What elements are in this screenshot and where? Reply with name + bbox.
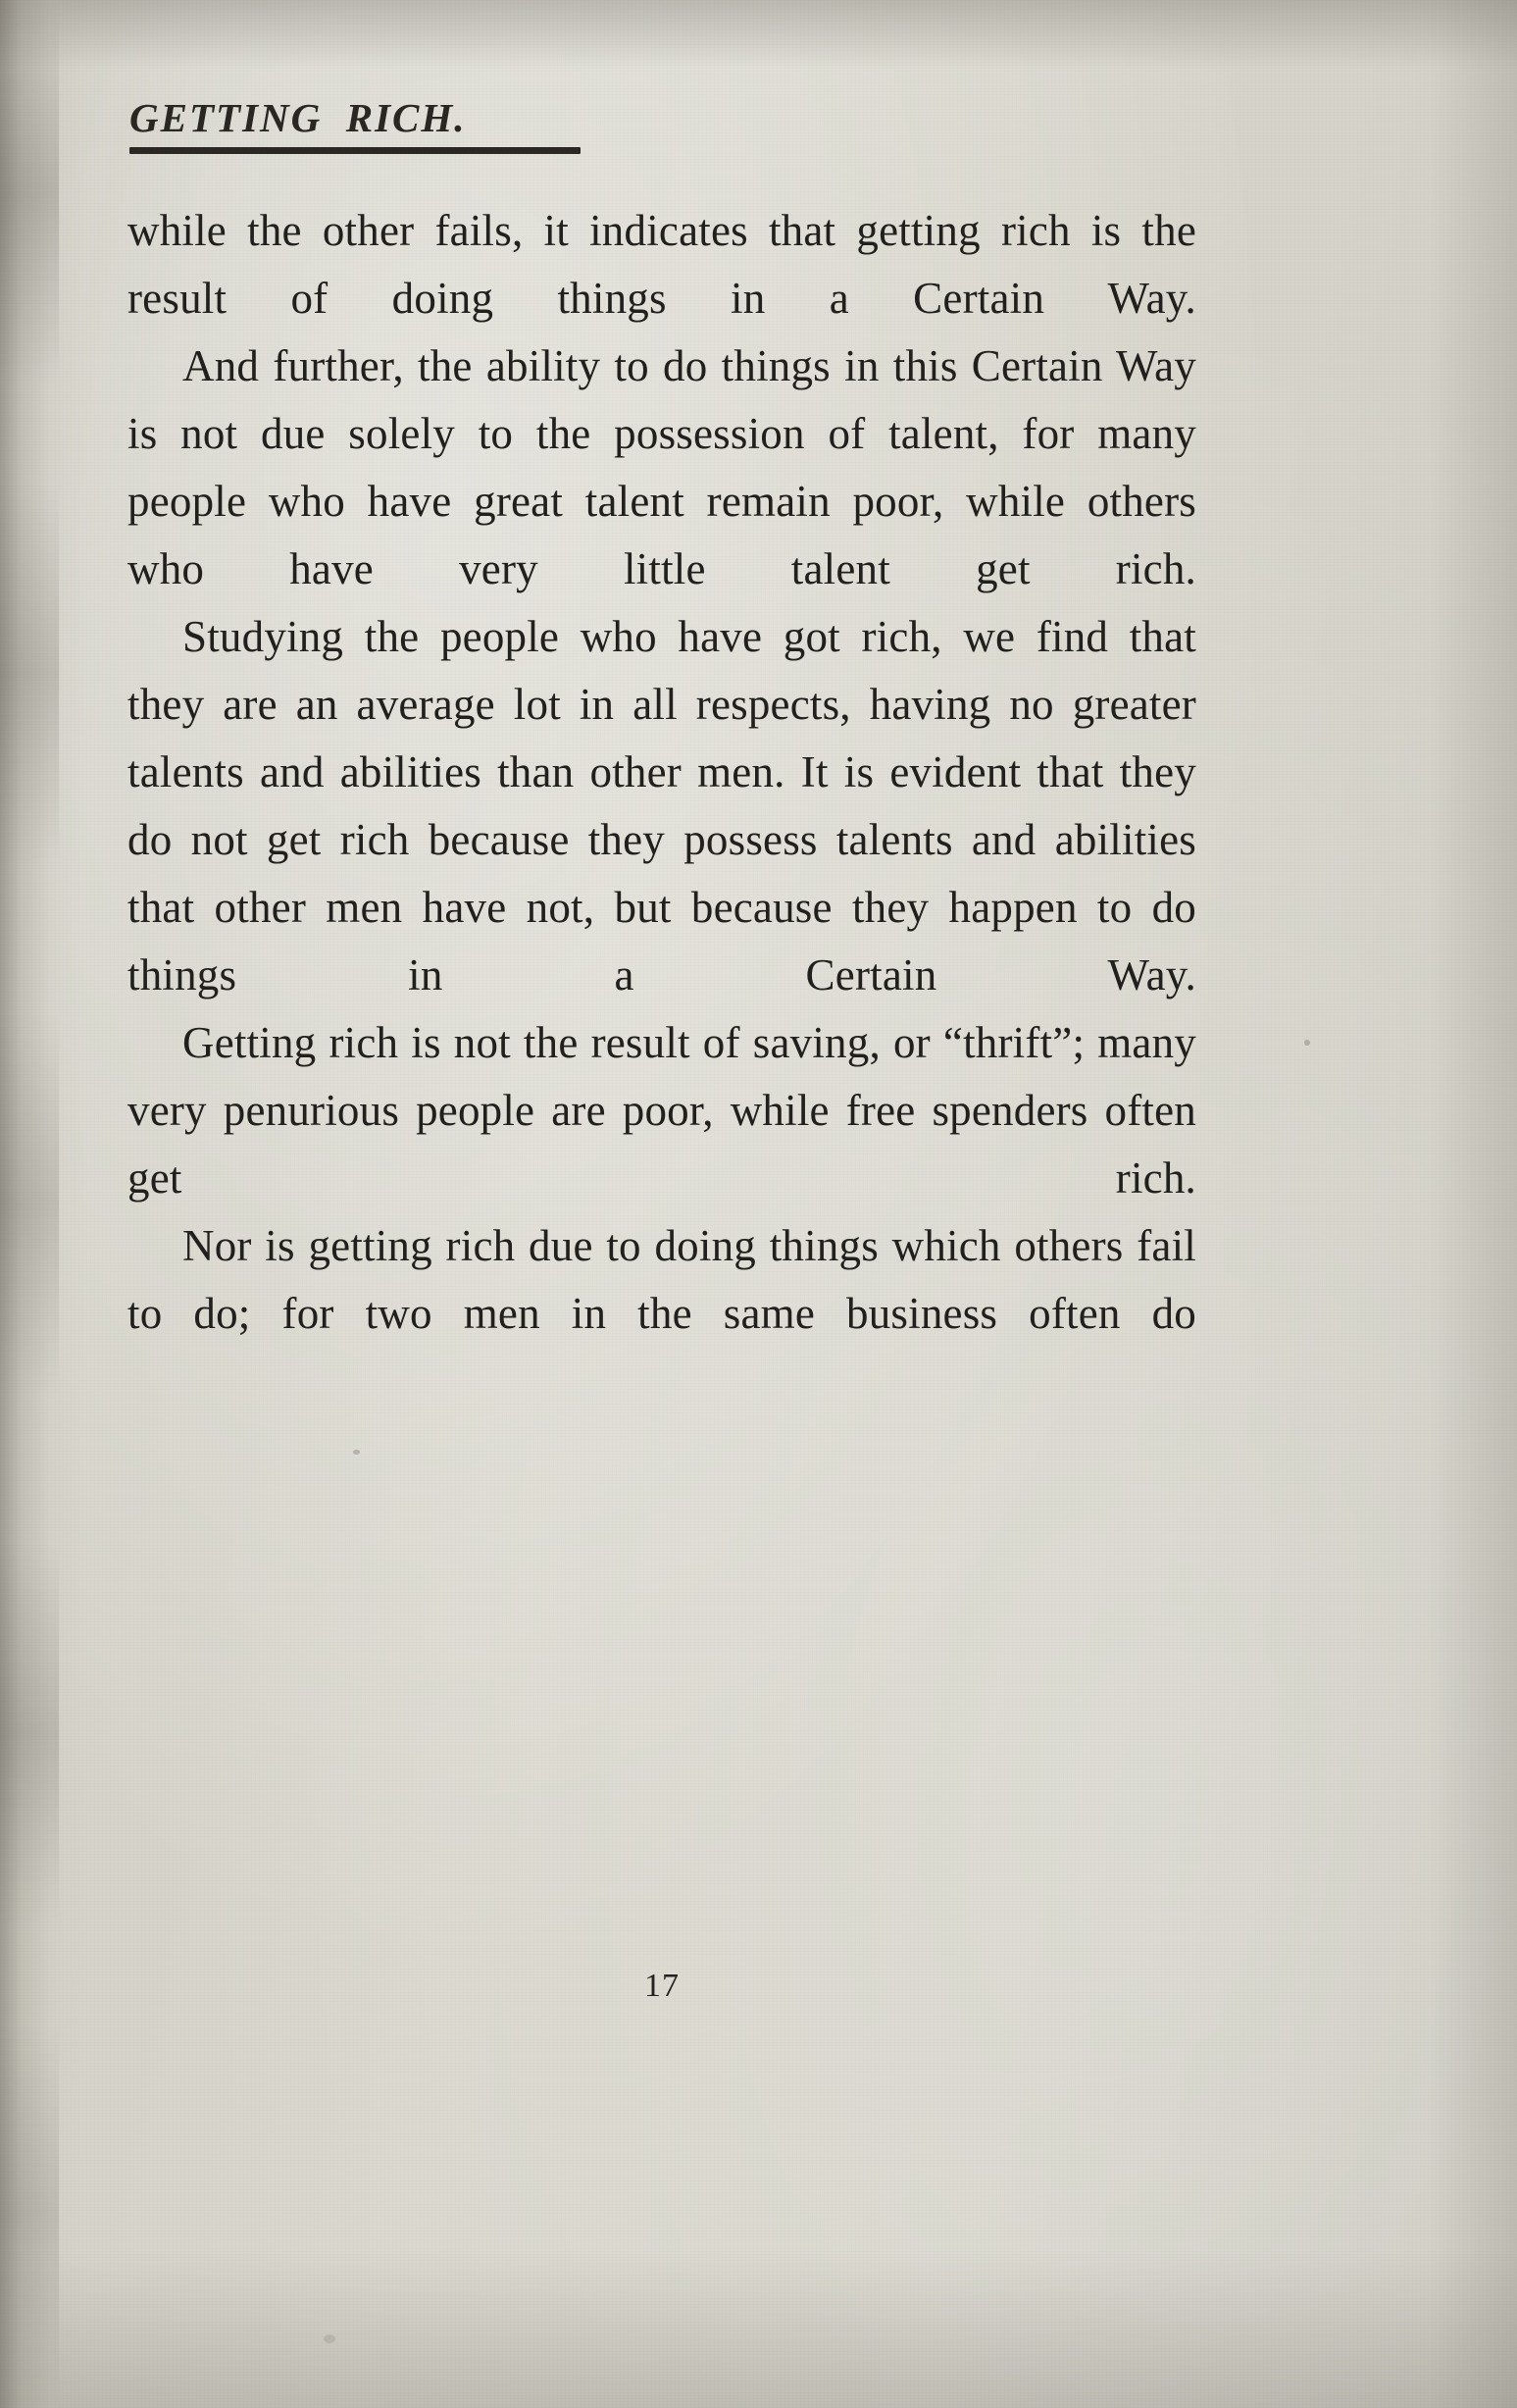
binding-gutter-marks [0,0,59,2408]
paragraph: Getting rich is not the result of saving, or “thrift”; many very penurious people are poor, while free spenders often get rich. [127,1018,1196,1203]
paragraph: And further, the ability to do things in this Certain Way is not due solely to the possession of talent, for many people who have great talent remain poor, while others who have very little talent get rich. [127,341,1196,593]
running-head: GETTING RICH. [129,95,467,140]
paragraph: Nor is getting rich due to doing things which others fail to do; for two men in the same business often do [127,1221,1196,1338]
page-edge-top-shadow [0,0,1517,69]
binding-gutter-shadow [0,0,84,2408]
paragraph: Studying the people who have got rich, we find that they are an average lot in all respects, having no greater talents and abilities than other men. It is evident that they do not get rich because they possess talents and abilities that other men have not, but because they happen to do things in a Certain Way. [127,612,1196,999]
page-edge-bottom-shadow [0,2251,1517,2408]
page-edge-right-shadow [1429,0,1517,2408]
page-content [127,94,1196,2004]
header-rule [129,147,581,154]
paper-speck [353,1450,360,1455]
paragraph: while the other fails, it indicates that getting rich is the result of doing things in a Certain Way. [127,206,1196,323]
paper-speck [324,2334,335,2343]
page-number: 17 [644,1968,680,2004]
paper-speck [1304,1040,1310,1046]
